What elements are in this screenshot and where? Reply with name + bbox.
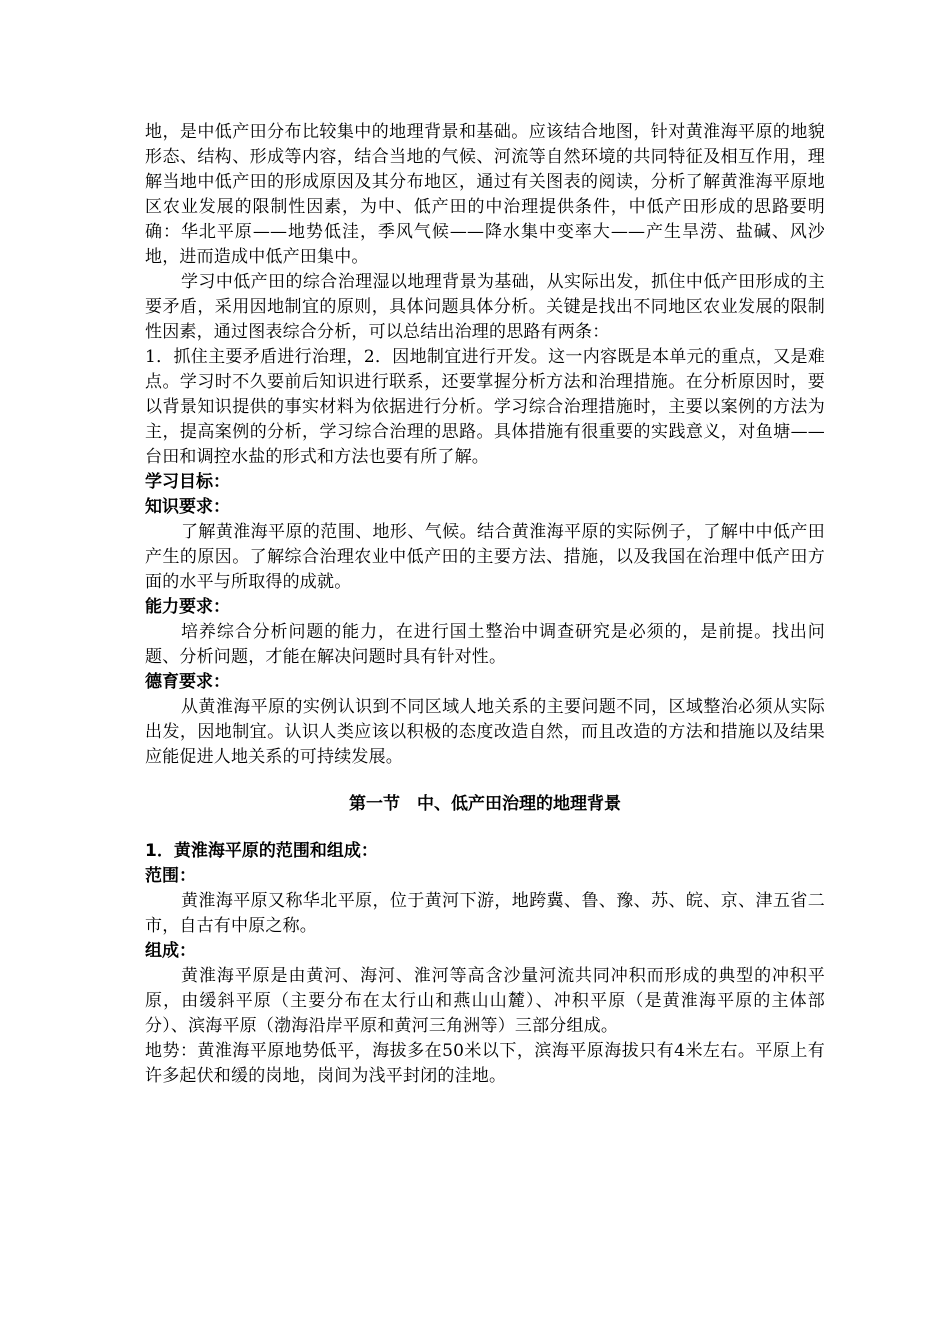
knowledge-heading: 知识要求： [145, 497, 230, 517]
range-heading: 范围： [145, 866, 196, 886]
knowledge-text: 了解黄淮海平原的范围、地形、气候。结合黄淮海平原的实际例子，了解中中低产田产生的原因。了解综合治理农业中低产田的主要方法、措施，以及我国在治理中低产田方面的水平与所取得的成就。 [145, 522, 825, 592]
section-title: 第一节 中、低产田治理的地理背景 [349, 794, 621, 814]
sub-heading: 1．黄淮海平原的范围和组成： [145, 841, 378, 861]
ability-text: 培养综合分析问题的能力，在进行国土整治中调查研究是必须的，是前提。找出问题、分析问题，才能在解决问题时具有针对性。 [145, 622, 825, 667]
intro-paragraph-1: 地，是中低产田分布比较集中的地理背景和基础。应该结合地图，针对黄淮海平原的地貌形态、结构、形成等内容，结合当地的气候、河流等自然环境的共同特征及相互作用，理解当地中低产田的形成原因及其分布地区，通过有关图表的阅读，分析了解黄淮海平原地区农业发展的限制性因素，为中、低产田的中治理提供条件，中低产田形成的思路要明确：华北平原——地势低洼，季风气候——降水集中变率大——产生旱涝、盐碱、风沙地，进而造成中低产田集中。 [145, 122, 825, 267]
terrain-text: 地势：黄淮海平原地势低平，海拔多在50米以下，滨海平原海拔只有4米左右。平原上有许多起伏和缓的岗地，岗间为浅平封闭的洼地。 [145, 1041, 825, 1086]
intro-paragraph-2: 学习中低产田的综合治理湿以地理背景为基础，从实际出发，抓住中低产田形成的主要矛盾，采用因地制宜的原则，具体问题具体分析。关键是找出不同地区农业发展的限制性因素，通过图表综合分析，可以总结出治理的思路有两条： [145, 272, 825, 342]
moral-text: 从黄淮海平原的实例认识到不同区域人地关系的主要问题不同，区域整治必须从实际出发，因地制宜。认识人类应该以积极的态度改造自然，而且改造的方法和措施以及结果应能促进人地关系的可持续发展。 [145, 697, 825, 767]
ability-heading: 能力要求： [145, 597, 230, 617]
intro-paragraph-3: 1．抓住主要矛盾进行治理，2．因地制宜进行开发。这一内容既是本单元的重点，又是难点。学习时不久要前后知识进行联系，还要掌握分析方法和治理措施。在分析原因时，要以背景知识提供的事实材料为依据进行分析。学习综合治理措施时，主要以案例的方法为主，提高案例的分析，学习综合治理的思路。具体措施有很重要的实践意义，对鱼塘——台田和调控水盐的形式和方法也要有所了解。 [145, 347, 825, 467]
moral-heading: 德育要求： [145, 672, 230, 692]
composition-heading: 组成： [145, 941, 196, 961]
composition-text: 黄淮海平原是由黄河、海河、淮河等高含沙量河流共同冲积而形成的典型的冲积平原，由缓斜平原（主要分布在太行山和燕山山麓）、冲积平原（是黄淮海平原的主体部分）、滨海平原（渤海沿岸平原和黄河三角洲等）三部分组成。 [145, 966, 825, 1036]
objectives-heading: 学习目标： [145, 472, 230, 492]
range-text: 黄淮海平原又称华北平原，位于黄河下游，地跨冀、鲁、豫、苏、皖、京、津五省二市，自古有中原之称。 [145, 891, 825, 936]
